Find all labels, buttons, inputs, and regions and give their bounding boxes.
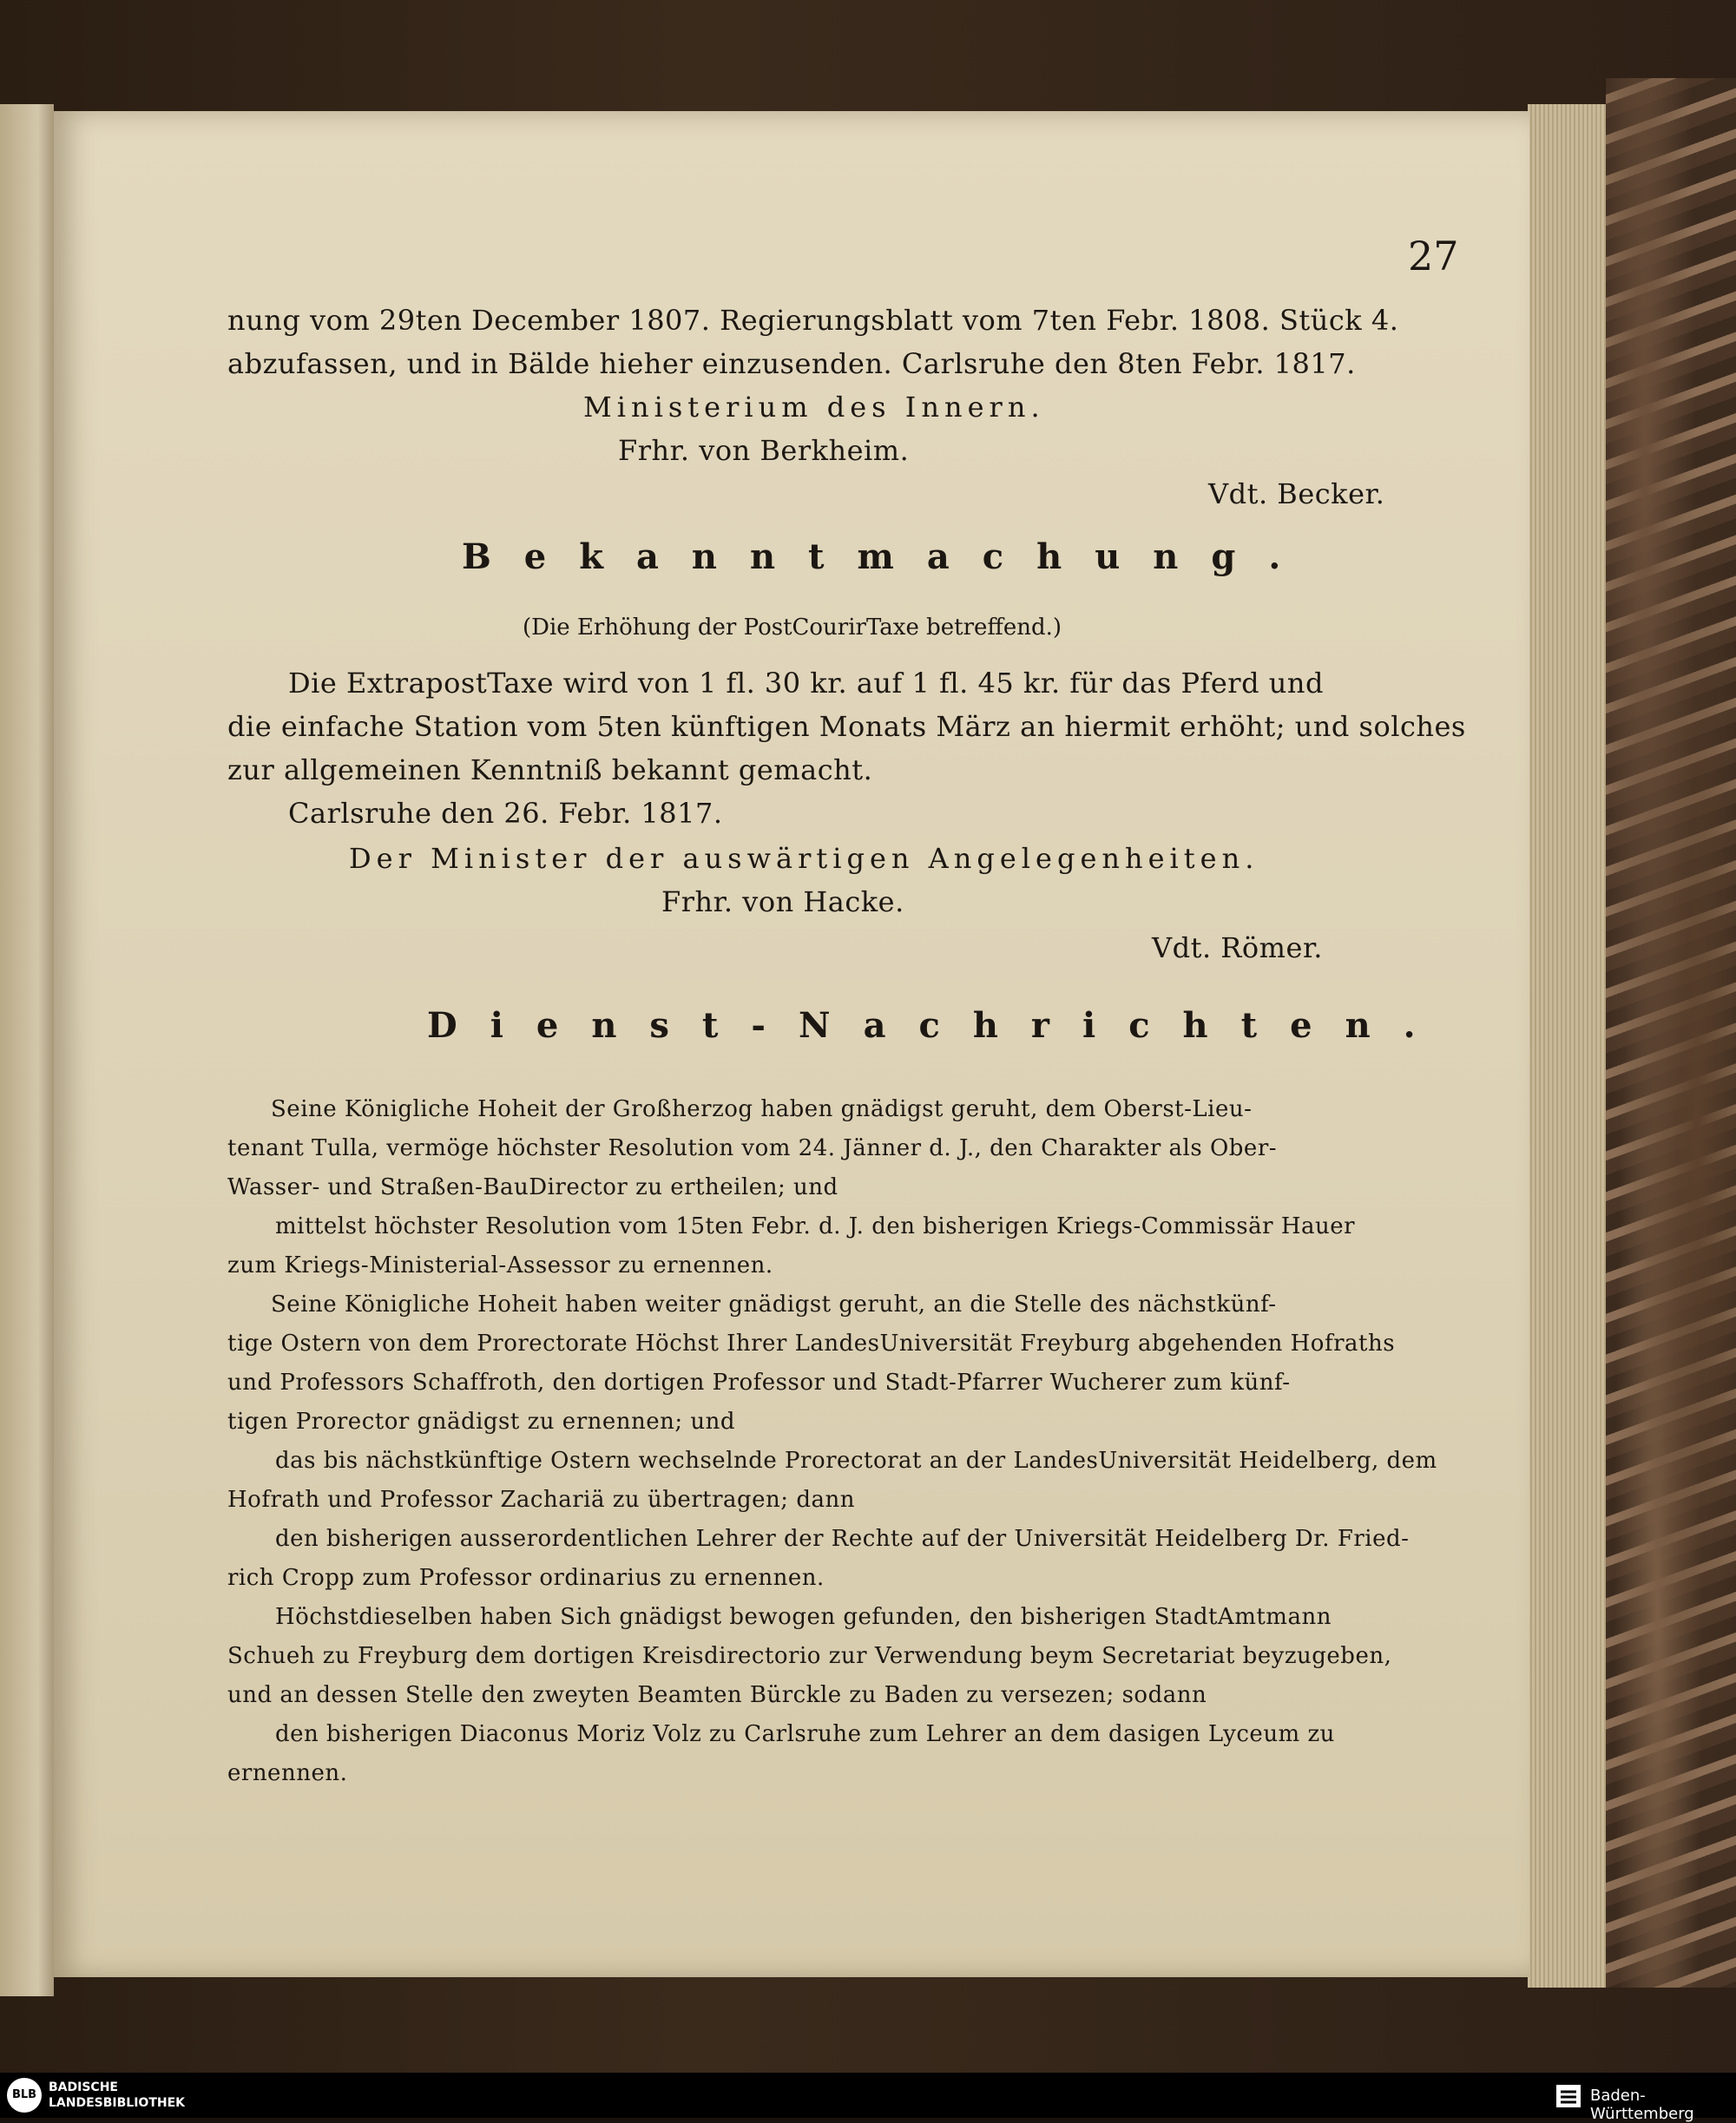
coat-of-arms-icon: [1554, 2081, 1583, 2111]
text-line: Die ExtrapostTaxe wird von 1 fl. 30 kr. auf 1 fl. 45 kr. für das Pferd und: [288, 667, 1324, 700]
text-line: und Professors Schaffroth, den dortigen Professor und Stadt-Pfarrer Wucherer zum künf-: [227, 1370, 1291, 1396]
text-line: das bis nächstkünftige Ostern wechselnde Prorectorat an der LandesUniversität Heidelberg, dem: [275, 1448, 1437, 1474]
library-name-line2: LANDESBIBLIOTHEK: [49, 2096, 186, 2110]
signature-ministry: Der Minister der auswärtigen Angelegenheiten.: [349, 842, 1259, 875]
text-line: den bisherigen ausserordentlichen Lehrer der Rechte auf der Universität Heidelberg Dr. Fried-: [275, 1526, 1410, 1552]
text-line: zur allgemeinen Kenntniß bekannt gemacht.: [227, 753, 873, 786]
text-line: und an dessen Stelle den zweyten Beamten Bürckle zu Baden zu versezen; sodann: [227, 1682, 1207, 1708]
text-line: ernennen.: [227, 1760, 348, 1786]
text-line: tige Ostern von dem Prorectorate Höchst Ihrer LandesUniversität Freyburg abgehenden Hofraths: [227, 1331, 1396, 1357]
text-line: den bisherigen Diaconus Moriz Volz zu Carlsruhe zum Lehrer an dem dasigen Lyceum zu: [275, 1721, 1335, 1747]
page-number: 27: [1408, 233, 1459, 279]
text-line: die einfache Station vom 5ten künftigen Monats März an hiermit erhöht; und solches: [227, 710, 1466, 743]
text-line: Seine Königliche Hoheit der Großherzog haben gnädigst geruht, dem Oberst-Lieu-: [271, 1096, 1253, 1122]
signature-name: Frhr. von Hacke.: [661, 885, 904, 918]
text-line: Hofrath und Professor Zachariä zu übertragen; dann: [227, 1487, 855, 1513]
text-line: rich Cropp zum Professor ordinarius zu ernennen.: [227, 1565, 825, 1591]
heading-subtitle: (Die Erhöhung der PostCourirTaxe betreffend.): [523, 615, 1062, 641]
text-line: zum Kriegs-Ministerial-Assessor zu ernennen.: [227, 1252, 773, 1278]
marbled-cover-board: [1606, 78, 1736, 1988]
library-name[interactable]: [49, 2080, 185, 2111]
heading-dienst-nachrichten: Dienst-Nachrichten.: [427, 1005, 1449, 1046]
text-line: nung vom 29ten December 1807. Regierungsblatt vom 7ten Febr. 1808. Stück 4.: [227, 304, 1399, 337]
footer-bar: [0, 2073, 1736, 2123]
signature-ministry: Ministerium des Innern.: [583, 391, 1045, 424]
state-name[interactable]: Baden-Württemberg: [1590, 2087, 1694, 2123]
text-line: mittelst höchster Resolution vom 15ten Febr. d. J. den bisherigen Kriegs-Commissär Hauer: [275, 1213, 1356, 1239]
library-name-line1: BADISCHE: [49, 2080, 118, 2094]
date-line: Carlsruhe den 26. Febr. 1817.: [288, 797, 723, 830]
text-line: abzufassen, und in Bälde hieher einzusenden. Carlsruhe den 8ten Febr. 1817.: [227, 347, 1356, 380]
document-page: [54, 111, 1529, 1977]
signature-name: Frhr. von Berkheim.: [618, 434, 910, 467]
text-line: Wasser- und Straßen-BauDirector zu ertheilen; und: [227, 1174, 838, 1200]
page-edges: [1528, 104, 1606, 1988]
text-line: Seine Königliche Hoheit haben weiter gnädigst geruht, an die Stelle des nächstkünf-: [271, 1292, 1277, 1318]
left-facing-page: [0, 104, 54, 1996]
text-line: Höchstdieselben haben Sich gnädigst bewogen gefunden, den bisherigen StadtAmtmann: [275, 1604, 1332, 1630]
heading-bekanntmachung: Bekanntmachung.: [462, 536, 1314, 577]
text-line: tigen Prorector gnädigst zu ernennen; und: [227, 1409, 736, 1435]
signature-vdt: Vdt. Römer.: [1152, 931, 1323, 964]
text-line: tenant Tulla, vermöge höchster Resolution vom 24. Jänner d. J., den Charakter als Ober-: [227, 1135, 1278, 1161]
text-line: Schueh zu Freyburg dem dortigen Kreisdirectorio zur Verwendung beym Secretariat beyzugeben,: [227, 1643, 1392, 1669]
blb-logo-icon[interactable]: BLB: [7, 2078, 42, 2113]
signature-vdt: Vdt. Becker.: [1208, 477, 1385, 510]
